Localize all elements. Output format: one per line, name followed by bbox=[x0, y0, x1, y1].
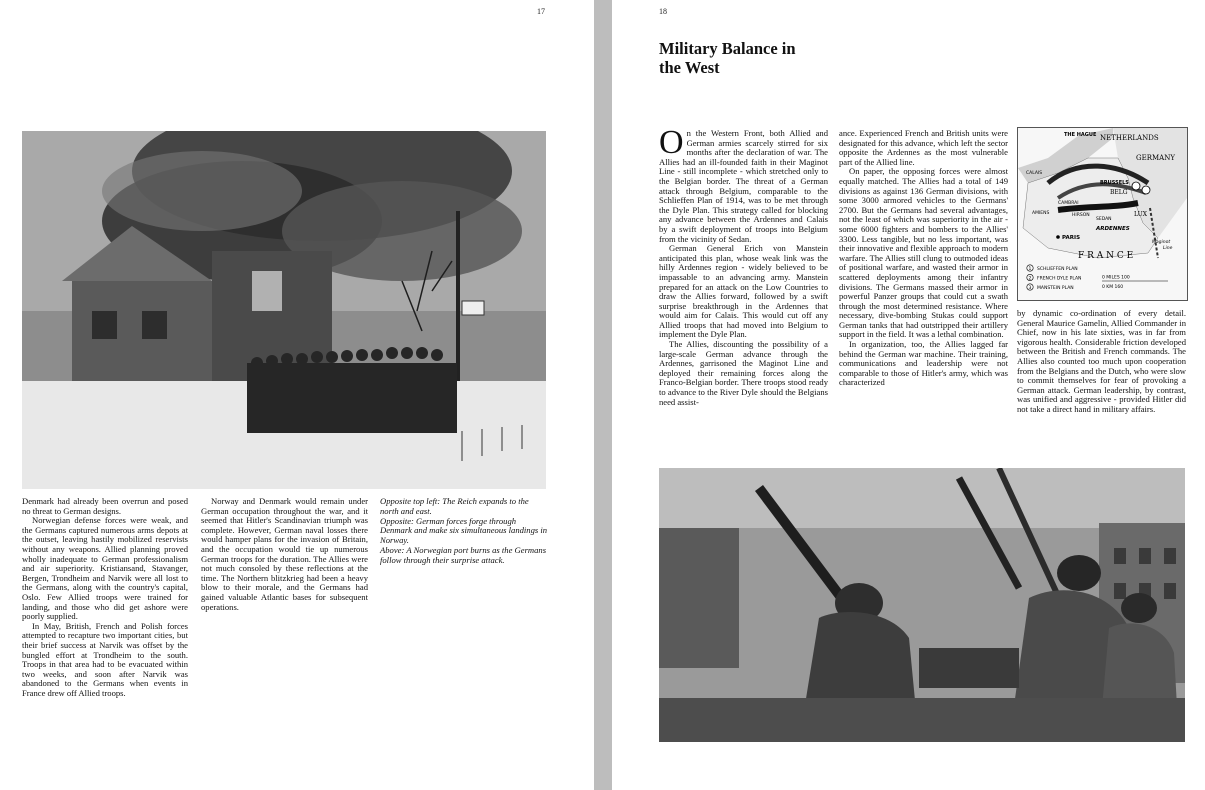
campaign-map bbox=[1017, 127, 1188, 301]
paragraph: The Allies, discounting the possibility of a large-scale German advance through the Ardennes, garrisoned the Maginot Line and deployed their remaining forces along the Franco-Belgian border. There troops stood ready to advance to the River Dyle should the Belgians need assist- bbox=[659, 339, 828, 407]
first-paragraph bbox=[659, 124, 828, 244]
legend-label: FRENCH DYLE PLAN bbox=[1037, 276, 1082, 282]
paragraph: ance. Experienced French and British units were designated for this advance, which left the sector opposite the Ardennes as the most vulnerable part of the Allied line. bbox=[839, 128, 1008, 167]
paragraph: In May, British, French and Polish forces attempted to recapture two important cities, but their brief success at Narvik was offset by the bungled effort at Trondheim to the south. Troops in that area had to be evacuated within two weeks, and soon after Narvik was abandoned to the Germans when events in France drew off Allied troops. bbox=[22, 620, 188, 698]
map-label: BRUSSELS bbox=[1100, 180, 1129, 186]
text-column-3 bbox=[1017, 309, 1186, 415]
caption: Opposite: German forces forge through Denmark and make six simultaneous landings in Norway. bbox=[380, 515, 548, 546]
map-label: ARDENNES bbox=[1096, 226, 1130, 232]
soldiers-aa-photo bbox=[659, 468, 1185, 742]
burning-port-photo bbox=[22, 131, 546, 489]
text-column-1 bbox=[659, 124, 828, 407]
map-label: Line bbox=[1163, 246, 1173, 251]
paragraph: by dynamic co-ordination of every detail. General Maurice Gamelin, Allied Commander in Chief, now in his late sixties, was in far from vigorous health. Considerable friction developed between the British and French commands. The Allies also counted too much upon cooperation from the Belgians and the Dutch, who were slow to commit themselves for fear of provoking a German attack. German leadership, by contrast, was unified and aggressive - provided Hitler did not take a direct hand in military affairs. bbox=[1017, 308, 1186, 414]
title-line: the West bbox=[659, 58, 720, 77]
map-label: Maginot bbox=[1152, 240, 1171, 245]
photo-captions bbox=[380, 497, 548, 566]
map-label: NETHERLANDS bbox=[1100, 134, 1159, 142]
paragraph-text: n the Western Front, both Allied and German armies scarcely stirred for six months after the declaration of war. The Allies had an ill-founded faith in their Maginot Line - still incomplete - which stretched only to the Belgian border. The threat of a German attack through Belgium, comparable to the Schlieffen Plan of 1914, was to be met through the Dyle Plan. This strategy called for blocking any advance between the Ardennes and Calais by a swift deployment of troops into Belgium from the vicinity of Sedan. bbox=[659, 128, 828, 244]
map-illustration bbox=[1018, 128, 1187, 300]
map-label: CAMBRAI bbox=[1058, 201, 1079, 206]
map-label: GERMANY bbox=[1136, 154, 1175, 162]
text-column-2 bbox=[839, 129, 1008, 388]
paragraph: German General Erich von Manstein anticipated this plan, whose weak link was the hilly Ardennes region - widely believed to be impassable to an advancing army. Manstein prepared for an attack on the Low Countries to draw the Allies forward, followed by a swift surprise breakthrough in the Ardennes that would aim for Calais. This would cut off any Allied troops that had moved into Belgium to implement the Dyle Plan. bbox=[659, 243, 828, 340]
page-number: 18 bbox=[659, 7, 667, 16]
scale-miles: 0 MILES 100 bbox=[1102, 275, 1130, 281]
map-label: F R A N C E bbox=[1078, 251, 1134, 261]
legend-label: SCHLIEFFEN PLAN bbox=[1037, 266, 1078, 272]
text-column-1 bbox=[22, 497, 188, 698]
map-label: AMIENS bbox=[1032, 211, 1050, 216]
text-column-2 bbox=[201, 497, 368, 612]
map-label: PARIS bbox=[1062, 235, 1081, 241]
paragraph: Norwegian defense forces were weak, and the Germans captured numerous arms depots at the outset, leaving hastily mobilized reservists without any weapons. Allied planning proved wholly inadequate to German professionalism and air superiority. Kristiansand, Stavanger, Bergen, Trondheim and Narvik were all lost to the Germans, along with the country's capital, Oslo. Few Allied troops were trained for landing, and those who did get ashore were poorly supplied. bbox=[22, 515, 188, 622]
map-label: SEDAN bbox=[1096, 217, 1112, 222]
map-label: BELG bbox=[1110, 189, 1128, 196]
burning-port-illustration bbox=[22, 131, 546, 489]
title-line: Military Balance in bbox=[659, 39, 796, 58]
paragraph: Denmark had already been overrun and posed no threat to German designs. bbox=[22, 496, 188, 516]
paragraph: In organization, too, the Allies lagged far behind the German war machine. Their training, communications and leadership were not comparable to those of Hitler's army, which was characterized bbox=[839, 339, 1008, 388]
map-label: CALAIS bbox=[1026, 171, 1043, 176]
drop-cap: O bbox=[659, 124, 684, 161]
left-page bbox=[0, 0, 594, 790]
paragraph: On paper, the opposing forces were almost equally matched. The Allies had a total of 149 divisions as against 136 German divisions, with some 3000 armored vehicles to the Germans' 2700. But the Germans had several advantages, not the least of which was superiority in the air - some 6000 fighters and bombers to the Allies' 3300. Less tangible, but no less important, was their innovative and flexible approach to modern warfare. The Allies still clung to outmoded ideas of positional warfare, and wasted their armor in scattered deployments among their infantry divisions. The Germans massed their armor in powerful Panzer groups that could cut a swath through the most determined resistance. Where necessary, dive-bombing Stukas could support German tanks that had outstripped their artillery support in the field. It was a lethal combination. bbox=[839, 166, 1008, 340]
page-number: 17 bbox=[537, 7, 545, 16]
legend-number: 2 bbox=[1028, 276, 1032, 282]
map-label: LUX bbox=[1134, 211, 1147, 218]
right-page bbox=[612, 0, 1205, 790]
page-gutter bbox=[594, 0, 612, 790]
soldiers-illustration bbox=[659, 468, 1185, 742]
scale-km: 0 KM 160 bbox=[1102, 285, 1124, 290]
legend-number: 1 bbox=[1028, 266, 1032, 272]
paragraph: Norway and Denmark would remain under German occupation throughout the war, and it seemed that Hitler's Scandinavian triumph was complete. However, German naval losses there would hamper plans for the invasion of Britain, and the occupation would tie up numerous German troops for the duration. The Allies were not much consoled by these reflections at the time. The Northern blitzkrieg had been a heavy blow to their morale, and the Germans had gained valuable Atlantic bases for subsequent operations. bbox=[201, 496, 368, 612]
caption: Opposite top left: The Reich expands to the north and east. bbox=[380, 496, 529, 516]
map-label: HIRSON bbox=[1072, 213, 1090, 218]
article-title bbox=[659, 39, 796, 77]
map-label: THE HAGUE bbox=[1064, 132, 1097, 138]
legend-label: MANSTEIN PLAN bbox=[1037, 285, 1074, 291]
legend-number: 3 bbox=[1028, 285, 1032, 291]
caption: Above: A Norwegian port burns as the Germans follow through their surprise attack. bbox=[380, 544, 547, 565]
